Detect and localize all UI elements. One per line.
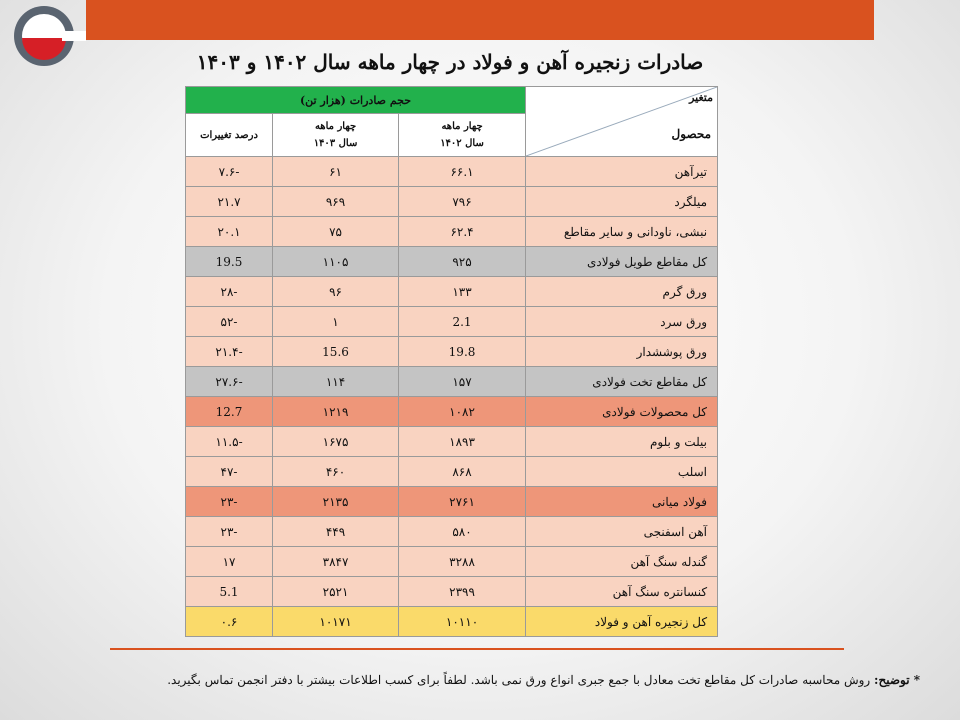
table-row [186, 187, 718, 217]
product-cell: کل محصولات فولادی [526, 397, 718, 427]
value-1403: ۱۱۰۵ [273, 247, 399, 277]
value-1402: ۱۸۹۳ [399, 427, 526, 457]
value-1403: ۴۶۰ [273, 457, 399, 487]
value-1403: ۱ [273, 307, 399, 337]
product-cell: میلگرد [526, 187, 718, 217]
table-row [186, 517, 718, 547]
value-1403: ۷۵ [273, 217, 399, 247]
header-banner [86, 0, 874, 40]
change-cell: -۱۱.۵ [186, 427, 273, 457]
header-product: محصول [671, 127, 712, 141]
table-row [186, 307, 718, 337]
change-cell: 5.1 [186, 577, 273, 607]
value-1402: ۳۲۸۸ [399, 547, 526, 577]
header-1403-line1: چهار ماهه [314, 121, 357, 132]
table-row [186, 247, 718, 277]
product-cell: نبشی، ناودانی و سایر مقاطع [526, 217, 718, 247]
value-1403: ۱۱۴ [273, 367, 399, 397]
product-cell: کل مقاطع تخت فولادی [526, 367, 718, 397]
value-1403: ۳۸۴۷ [273, 547, 399, 577]
change-cell: ۰.۶ [186, 607, 273, 637]
change-cell: ۱۷ [186, 547, 273, 577]
association-logo [2, 3, 86, 69]
footnote-text: روش محاسبه صادرات کل مقاطع تخت معادل با جمع جبری انواع ورق نمی باشد. لطفاً برای کسب اطلاعات بیشتر با دفتر انجمن تماس بگیرید. [167, 673, 871, 687]
table-row [186, 277, 718, 307]
change-cell: 19.5 [186, 247, 273, 277]
footnote [40, 673, 920, 687]
footnote-label: * توضیح: [874, 673, 920, 687]
table-row [186, 487, 718, 517]
header-variable: متغیر [689, 91, 714, 104]
page-title: صادرات زنجیره آهن و فولاد در چهار ماهه سال ۱۴۰۲ و ۱۴۰۳ [196, 50, 704, 74]
value-1403: ۴۴۹ [273, 517, 399, 547]
change-cell: -۲۳ [186, 517, 273, 547]
product-cell: کل مقاطع طویل فولادی [526, 247, 718, 277]
value-1403: ۱۲۱۹ [273, 397, 399, 427]
value-1402: ۸۶۸ [399, 457, 526, 487]
table-row [186, 217, 718, 247]
table-row [186, 397, 718, 427]
change-cell: -۵۲ [186, 307, 273, 337]
value-1403: ۱۰۱۷۱ [273, 607, 399, 637]
value-1402: ۲۳۹۹ [399, 577, 526, 607]
value-1402: ۵۸۰ [399, 517, 526, 547]
product-cell: ورق پوششدار [526, 337, 718, 367]
header-variable-product [526, 87, 718, 157]
value-1402: ۱۵۷ [399, 367, 526, 397]
value-1403: ۹۶ [273, 277, 399, 307]
table-row [186, 547, 718, 577]
change-cell: ۲۰.۱ [186, 217, 273, 247]
product-cell: ورق سرد [526, 307, 718, 337]
value-1402: ۱۳۳ [399, 277, 526, 307]
table-row [186, 577, 718, 607]
value-1403: ۱۶۷۵ [273, 427, 399, 457]
value-1403: ۹۶۹ [273, 187, 399, 217]
value-1402: ۲۷۶۱ [399, 487, 526, 517]
table-row [186, 157, 718, 187]
product-cell: تیرآهن [526, 157, 718, 187]
value-1403: 15.6 [273, 337, 399, 367]
product-cell: ورق گرم [526, 277, 718, 307]
change-cell: -۲۸ [186, 277, 273, 307]
value-1402: ۶۲.۴ [399, 217, 526, 247]
product-cell: کنسانتره سنگ آهن [526, 577, 718, 607]
change-cell: ۲۱.۷ [186, 187, 273, 217]
change-cell: 12.7 [186, 397, 273, 427]
change-cell: -۲۳ [186, 487, 273, 517]
footer-divider [110, 648, 844, 650]
change-cell: -۴۷ [186, 457, 273, 487]
table-row [186, 457, 718, 487]
table-row [186, 367, 718, 397]
value-1402: ۱۰۱۱۰ [399, 607, 526, 637]
export-table [185, 86, 718, 637]
value-1403: ۲۱۳۵ [273, 487, 399, 517]
product-cell: گندله سنگ آهن [526, 547, 718, 577]
header-volume: حجم صادرات (هزار تن) [186, 87, 526, 114]
header-1402-line2: سال ۱۴۰۲ [440, 138, 484, 149]
product-cell: بیلت و بلوم [526, 427, 718, 457]
table-row [186, 427, 718, 457]
value-1402: ۱۰۸۲ [399, 397, 526, 427]
value-1402: ۹۲۵ [399, 247, 526, 277]
value-1402: ۷۹۶ [399, 187, 526, 217]
product-cell: آهن اسفنجی [526, 517, 718, 547]
product-cell: فولاد میانی [526, 487, 718, 517]
value-1403: ۲۵۲۱ [273, 577, 399, 607]
value-1402: ۶۶.۱ [399, 157, 526, 187]
value-1403: ۶۱ [273, 157, 399, 187]
product-cell: کل زنجیره آهن و فولاد [526, 607, 718, 637]
change-cell: -۷.۶ [186, 157, 273, 187]
table-row [186, 607, 718, 637]
header-1402-line1: چهار ماهه [441, 121, 483, 132]
change-cell: -۲۱.۴ [186, 337, 273, 367]
value-1402: 19.8 [399, 337, 526, 367]
change-cell: -۲۷.۶ [186, 367, 273, 397]
table-row [186, 337, 718, 367]
product-cell: اسلب [526, 457, 718, 487]
header-change: درصد تغییرات [186, 114, 273, 157]
value-1402: 2.1 [399, 307, 526, 337]
header-1402 [399, 114, 526, 157]
header-1403-line2: سال ۱۴۰۳ [313, 138, 358, 149]
header-1403 [273, 114, 399, 157]
